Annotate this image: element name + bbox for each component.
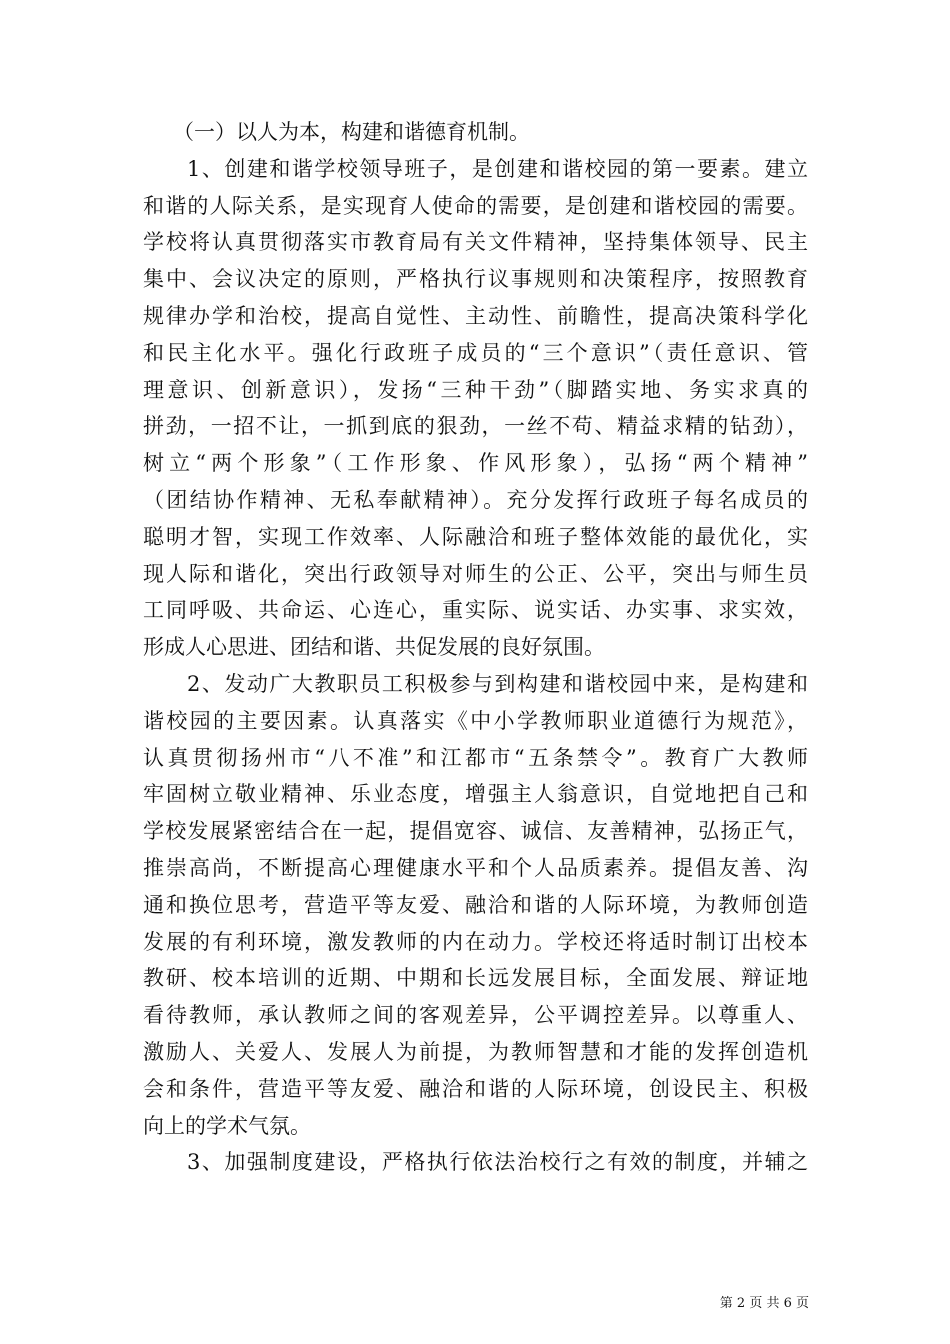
paragraph-2-line: 认真贯彻扬州市“八不准”和江都市“五条禁令”。教育广大教师 [143, 745, 808, 770]
paragraph-3-line: 3、加强制度建设，严格执行依法治校行之有效的制度，并辅之 [187, 1150, 808, 1175]
paragraph-2-line: 发展的有利环境，激发教师的内在动力。学校还将适时制订出校本 [143, 929, 808, 954]
paragraph-1-line: 和谐的人际关系，是实现育人使命的需要，是创建和谐校园的需要。 [143, 193, 808, 218]
paragraph-1-line: 拼劲，一招不让，一抓到底的狠劲，一丝不苟、精益求精的钻劲）， [143, 414, 808, 439]
paragraph-1-line: 规律办学和治校，提高自觉性、主动性、前瞻性，提高决策科学化 [143, 303, 808, 328]
paragraph-1-line: 理意识、创新意识），发扬“三种干劲”（脚踏实地、务实求真的 [143, 377, 808, 402]
paragraph-1-line: 和民主化水平。强化行政班子成员的“三个意识”（责任意识、管 [143, 340, 808, 365]
paragraph-2-line: 教研、校本培训的近期、中期和长远发展目标，全面发展、辩证地 [143, 966, 808, 991]
paragraph-2-line: 向上的学术气氛。 [143, 1113, 311, 1138]
paragraph-1-line: 树立“两个形象”（工作形象、作风形象），弘扬“两个精神” [143, 451, 808, 476]
paragraph-2-line: 看待教师，承认教师之间的客观差异，公平调控差异。以尊重人、 [143, 1003, 808, 1028]
paragraph-2-line: 激励人、关爱人、发展人为前提，为教师智慧和才能的发挥创造机 [143, 1039, 808, 1064]
paragraph-2-line: 学校发展紧密结合在一起，提倡宽容、诚信、友善精神，弘扬正气， [143, 819, 808, 844]
paragraph-1-line: 集中、会议决定的原则，严格执行议事规则和决策程序，按照教育 [143, 267, 808, 292]
page-number: 第 2 页 共 6 页 [719, 1296, 809, 1311]
paragraph-1-line: 聪明才智，实现工作效率、人际融洽和班子整体效能的最优化，实 [143, 524, 808, 549]
paragraph-1-line: 形成人心思进、团结和谐、共促发展的良好氛围。 [143, 635, 605, 660]
paragraph-2-line: 谐校园的主要因素。认真落实《中小学教师职业道德行为规范》， [143, 708, 808, 733]
paragraph-2-line: 会和条件，营造平等友爱、融洽和谐的人际环境，创设民主、积极 [143, 1076, 808, 1101]
paragraph-1-line: 现人际和谐化，突出行政领导对师生的公正、公平，突出与师生员 [143, 561, 808, 586]
paragraph-2-line: 牢固树立敬业精神、乐业态度，增强主人翁意识，自觉地把自己和 [143, 782, 808, 807]
paragraph-2-line: 通和换位思考，营造平等友爱、融洽和谐的人际环境，为教师创造 [143, 892, 808, 917]
paragraph-2-line: 2、发动广大教职员工积极参与到构建和谐校园中来，是构建和 [187, 671, 808, 696]
paragraph-1-line: 工同呼吸、共命运、心连心，重实际、说实话、办实事、求实效， [143, 598, 808, 623]
body-text [143, 114, 808, 1181]
paragraph-2-line: 推崇高尚，不断提高心理健康水平和个人品质素养。提倡友善、沟 [143, 855, 808, 880]
paragraph-1-line: （团结协作精神、无私奉献精神）。充分发挥行政班子每名成员的 [143, 487, 808, 512]
paragraph-1-line: 1、创建和谐学校领导班子，是创建和谐校园的第一要素。建立 [187, 156, 808, 181]
paragraph-1-line: 学校将认真贯彻落实市教育局有关文件精神，坚持集体领导、民主 [143, 230, 808, 255]
section-heading: （一）以人为本，构建和谐德育机制。 [173, 120, 530, 144]
